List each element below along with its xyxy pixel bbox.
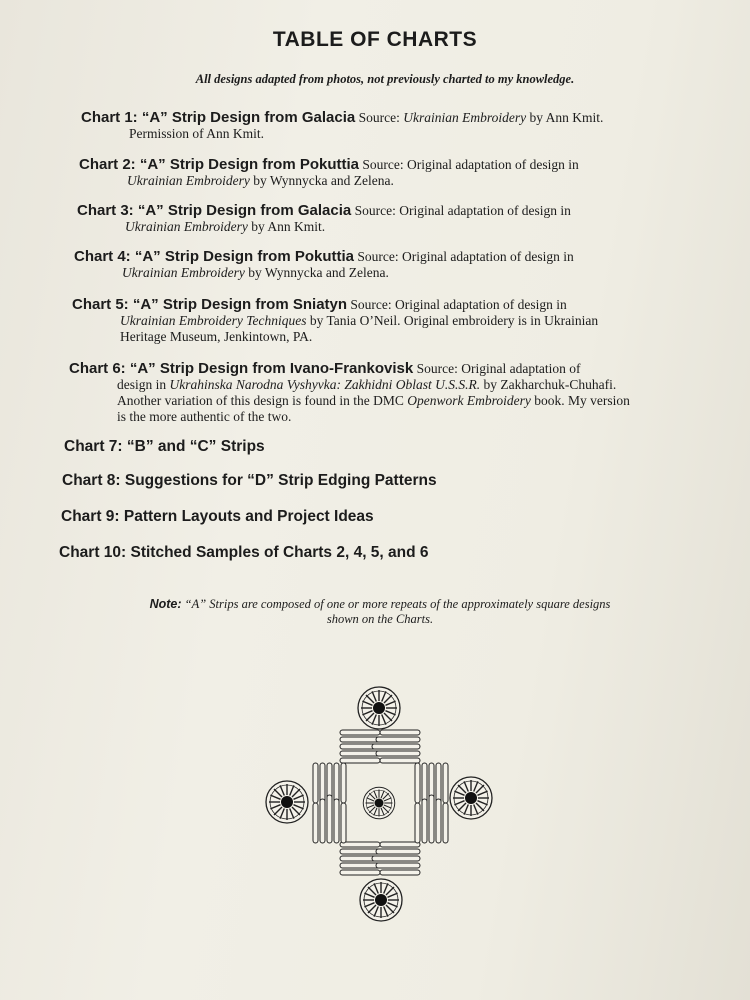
chart-source: Source: Original adaptation of design in xyxy=(354,203,571,218)
chart-source-rest: by Ann Kmit. xyxy=(247,219,326,234)
chart-entry-6 xyxy=(69,361,630,425)
chart-source: Source: Original adaptation of design in xyxy=(357,249,574,264)
note xyxy=(100,597,660,627)
chart-entry-3 xyxy=(77,203,571,235)
page-subtitle: All designs adapted from photos, not previously charted to my knowledge. xyxy=(195,72,575,86)
embroidery-motif-illustration xyxy=(255,678,505,928)
chart-heading: Chart 5: “A” Strip Design from Sniatyn xyxy=(72,296,348,313)
chart-source-rest: by Wynnycka and Zelena. xyxy=(249,173,394,188)
chart-source-line: Heritage Museum, Jenkintown, PA. xyxy=(120,329,313,344)
chart-source-title: Ukrainian Embroidery xyxy=(125,219,248,234)
chart-source: Source: Original adaptation of xyxy=(416,361,581,376)
chart-source-line: Permission of Ann Kmit. xyxy=(129,126,265,141)
chart-variation-rest: book. My version xyxy=(530,393,630,408)
chart-entry-1 xyxy=(81,110,603,142)
motif-rosette-left xyxy=(266,781,308,823)
motif-rosette-bottom xyxy=(360,879,402,921)
motif-rosette-center xyxy=(363,787,395,819)
chart-source-rest: by Tania O’Neil. Original embroidery is in Ukrainian xyxy=(306,313,599,328)
chart-source-title: Ukrahinska Narodna Vyshyvka: Zakhidni Oblast U.S.S.R. xyxy=(169,377,481,392)
chart-entry-10: Chart 10: Stitched Samples of Charts 2, 4, 5, and 6 xyxy=(59,544,429,561)
chart-heading: Chart 3: “A” Strip Design from Galacia xyxy=(77,202,352,219)
note-label: Note: xyxy=(149,597,182,611)
chart-entry-5 xyxy=(72,297,598,345)
chart-source-title: Ukrainian Embroidery Techniques xyxy=(120,313,307,328)
page-title: TABLE OF CHARTS xyxy=(272,28,478,51)
chart-source-rest: by Wynnycka and Zelena. xyxy=(244,265,389,280)
chart-entry-2 xyxy=(79,157,579,189)
chart-entry-7: Chart 7: “B” and “C” Strips xyxy=(64,438,265,455)
chart-source-lead: design in xyxy=(117,377,170,392)
chart-source-line: is the more authentic of the two. xyxy=(117,409,292,424)
chart-source-title: Ukrainian Embroidery xyxy=(122,265,245,280)
chart-heading: Chart 1: “A” Strip Design from Galacia xyxy=(81,109,356,126)
chart-heading: Chart 4: “A” Strip Design from Pokuttia xyxy=(74,248,355,265)
chart-source: Source: xyxy=(358,110,404,125)
motif-rosette-right xyxy=(450,777,492,819)
chart-variation-title: Openwork Embroidery xyxy=(407,393,531,408)
chart-heading: Chart 6: “A” Strip Design from Ivano-Frankovisk xyxy=(69,360,414,377)
chart-source: Source: Original adaptation of design in xyxy=(350,297,567,312)
chart-source-title: Ukrainian Embroidery xyxy=(127,173,250,188)
chart-source-rest: by Zakharchuk-Chuhafi. xyxy=(480,377,617,392)
chart-entry-9: Chart 9: Pattern Layouts and Project Ideas xyxy=(61,508,374,525)
chart-heading: Chart 2: “A” Strip Design from Pokuttia xyxy=(79,156,360,173)
note-text: “A” Strips are composed of one or more repeats of the approximately square designs xyxy=(181,597,611,611)
chart-variation-text: Another variation of this design is found in the DMC xyxy=(117,393,408,408)
chart-source: Source: Original adaptation of design in xyxy=(362,157,579,172)
chart-entry-8: Chart 8: Suggestions for “D” Strip Edging Patterns xyxy=(62,472,437,489)
note-text-line2: shown on the Charts. xyxy=(326,612,434,626)
chart-source-title: Ukrainian Embroidery xyxy=(403,110,527,125)
motif-rosette-top xyxy=(358,687,400,729)
chart-source-rest: by Ann Kmit. xyxy=(526,110,604,125)
chart-entry-4 xyxy=(74,249,574,281)
